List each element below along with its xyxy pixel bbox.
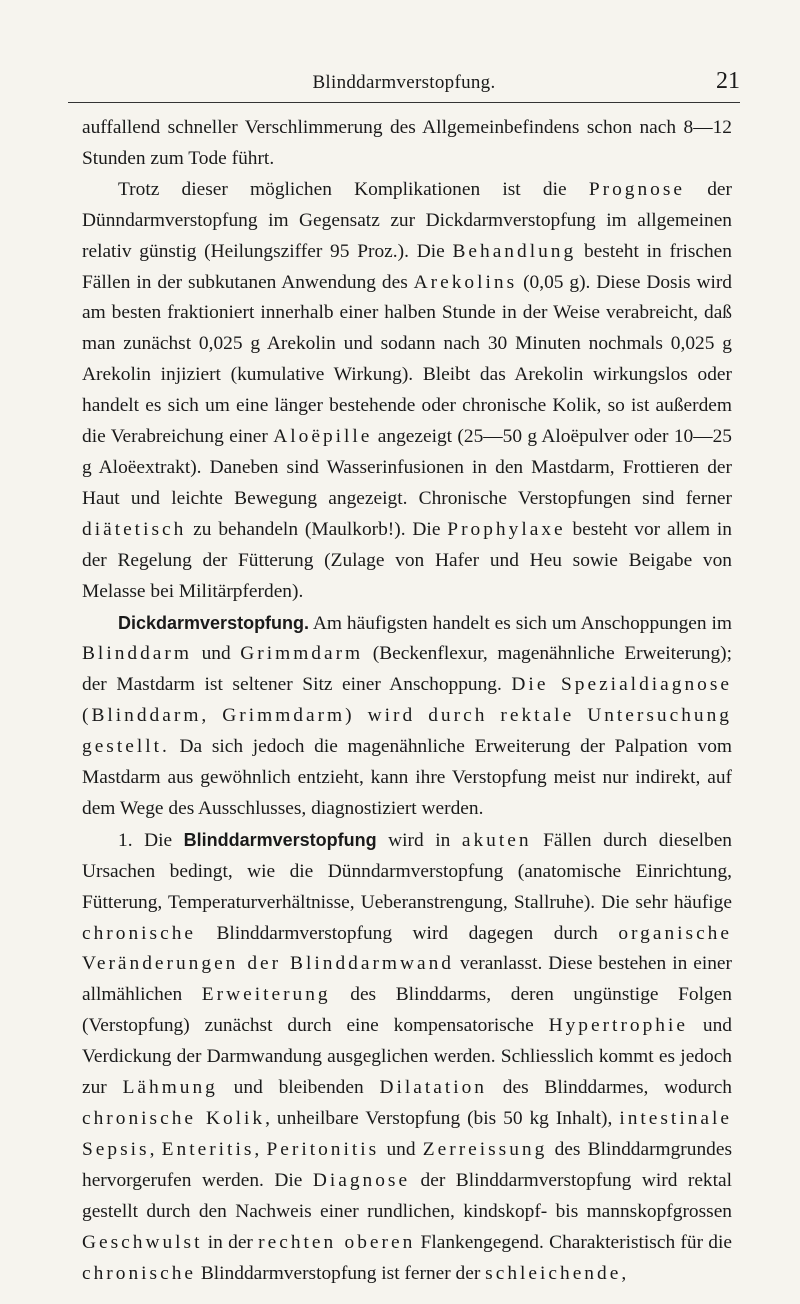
spaced-term: Grimmdarm: [240, 643, 364, 665]
spaced-term: organische Veränderungen der Blinddarmwand: [82, 922, 732, 975]
text-run: und: [379, 1138, 423, 1160]
running-title: Blinddarmverstopfung.: [312, 72, 496, 93]
spaced-term: diätetisch: [82, 518, 187, 540]
text-run: (Beckenflexur, magenähnliche Erweiterung); der Mastdarm ist seltener Sitz einer Anschoppung.: [82, 643, 733, 696]
text-run: der Blinddarmverstopfung wird rektal gestellt durch den Nachweis einer rundlichen, kindskopf- bis mannskopfgrossen: [82, 1169, 733, 1222]
text-run: 1. Die: [118, 829, 184, 851]
paragraph-3: [82, 608, 732, 825]
text-run: Fällen durch dieselben Ursachen bedingt, wie die Dünndarmverstopfung (anatomische Einrichtung, Fütterung, Temperaturverhältnisse, Ueberanstrengung, Stallruhe). Die sehr häufige: [82, 829, 732, 913]
spaced-term: Aloëpille: [273, 426, 373, 448]
spaced-term: Blinddarm: [82, 643, 192, 665]
section-heading: Dickdarmverstopfung.: [118, 612, 310, 633]
text-run: Am häufigsten handelt es sich um Anschoppungen im: [309, 612, 732, 634]
spaced-term: Zerreissung: [422, 1138, 548, 1160]
text-run: besteht vor allem in der Regelung der Fütterung (Zulage von Hafer und Heu sowie Beigabe von Melasse bei Militärpferden).: [82, 518, 732, 602]
text-run: in der: [202, 1231, 259, 1253]
spaced-term: Behandlung: [452, 240, 577, 262]
spaced-term: akuten: [461, 829, 532, 851]
spaced-term: chronische Kolik: [82, 1108, 266, 1129]
body-text: [82, 113, 732, 1289]
text-run: der Dünndarmverstopfung im Gegensatz zur Dickdarmverstopfung im allgemeinen relativ günstig (Heilungsziffer 95 Proz.). Die: [82, 178, 732, 262]
text-run: Blinddarmverstopfung ist ferner der: [196, 1262, 486, 1284]
spaced-term: Diagnose: [312, 1169, 411, 1191]
spaced-term: Geschwulst: [82, 1231, 203, 1253]
text-run: des Blinddarms, deren ungünstige Folgen (Verstopfung) zunächst durch eine kompensatorische: [82, 984, 732, 1037]
page-number: 21: [716, 68, 740, 94]
spaced-term: Die Spezialdiagnose (Blinddarm, Grimmdarm) wird durch rektale Untersuchung gestellt.: [82, 674, 732, 758]
spaced-term: Erweiterung: [201, 984, 331, 1006]
text-run: und: [191, 643, 241, 665]
text-run: besteht in frischen Fällen in der subkutanen Anwendung des: [82, 240, 732, 293]
paragraph-4: [82, 825, 732, 1290]
spaced-term: rechten oberen: [258, 1231, 416, 1253]
text-run: angezeigt (25—50 g Aloëpulver oder 10—25 g Aloëextrakt). Daneben sind Wasserinfusionen in den Mastdarm, Frottieren der Haut und leichte Bewegung angezeigt. Chronische Verstopfungen sind ferner: [82, 426, 732, 509]
text-run: veranlasst. Diese bestehen in einer allmählichen: [82, 953, 732, 1006]
text-run: Trotz dieser möglichen Komplikationen ist die: [118, 178, 589, 200]
spaced-term: intestinale Sepsis: [82, 1108, 733, 1160]
spaced-term: Peritonitis: [266, 1138, 380, 1160]
spaced-term: Hypertrophie: [548, 1015, 688, 1037]
spaced-term: chronische: [82, 922, 196, 944]
spaced-term: Prophylaxe: [447, 518, 566, 540]
text-run: und Verdickung der Darmwandung ausgeglichen werden. Schliesslich kommt es jedoch zur: [82, 1015, 732, 1099]
text-run: ,: [149, 1138, 162, 1160]
paragraph-2: [82, 175, 732, 608]
text-run: , unheilbare Verstopfung (bis 50 kg Inhalt),: [265, 1108, 620, 1129]
spaced-term: Prognose: [588, 178, 686, 200]
text-run: des Blinddarmes, wodurch: [486, 1077, 733, 1099]
text-run: wird in: [376, 829, 462, 851]
spaced-term: Enteritis: [161, 1138, 255, 1160]
spaced-term: chronische: [82, 1262, 196, 1284]
spaced-term: Dilatation: [379, 1077, 487, 1099]
section-heading: Blinddarmverstopfung: [183, 829, 377, 850]
text-run: ,: [621, 1262, 627, 1284]
text-run: auffallend schneller Verschlimmerung des Allgemeinbefindens schon nach 8—12 Stunden zum Tode führt.: [82, 117, 732, 169]
text-run: Da sich jedoch die magenähnliche Erweiterung der Palpation vom Mastdarm aus gewöhnlich entzieht, kann ihre Verstopfung meist nur indirekt, auf dem Wege des Ausschlusses, diagnostiziert werden.: [82, 736, 732, 819]
text-run: (0,05 g). Diese Dosis wird am besten fraktioniert innerhalb einer halben Stunde in der Weise verabreicht, daß man zunächst 0,025 g Arekolin und sodann nach 30 Minuten nochmals 0,025 g Arekolin injiziert (kumulative Wirkung). Bleibt das Arekolin wirkungslos oder handelt es sich um eine länger bestehende oder chronische Kolik, so ist außerdem die Verabreichung einer: [82, 271, 732, 448]
spaced-term: schleichende: [485, 1262, 622, 1284]
paragraph-1: [82, 113, 732, 175]
text-run: und bleibenden: [217, 1077, 380, 1099]
text-run: des Blinddarmgrundes hervorgerufen werden. Die: [82, 1138, 732, 1191]
spaced-term: Arekolins: [413, 271, 518, 293]
text-run: Blinddarmverstopfung wird dagegen durch: [196, 922, 619, 944]
text-run: zu behandeln (Maulkorb!). Die: [186, 518, 448, 540]
text-run: ,: [254, 1138, 267, 1160]
running-head: [68, 68, 740, 103]
text-run: Flankengegend. Charakteristisch für die: [415, 1231, 732, 1253]
spaced-term: Lähmung: [122, 1077, 218, 1099]
